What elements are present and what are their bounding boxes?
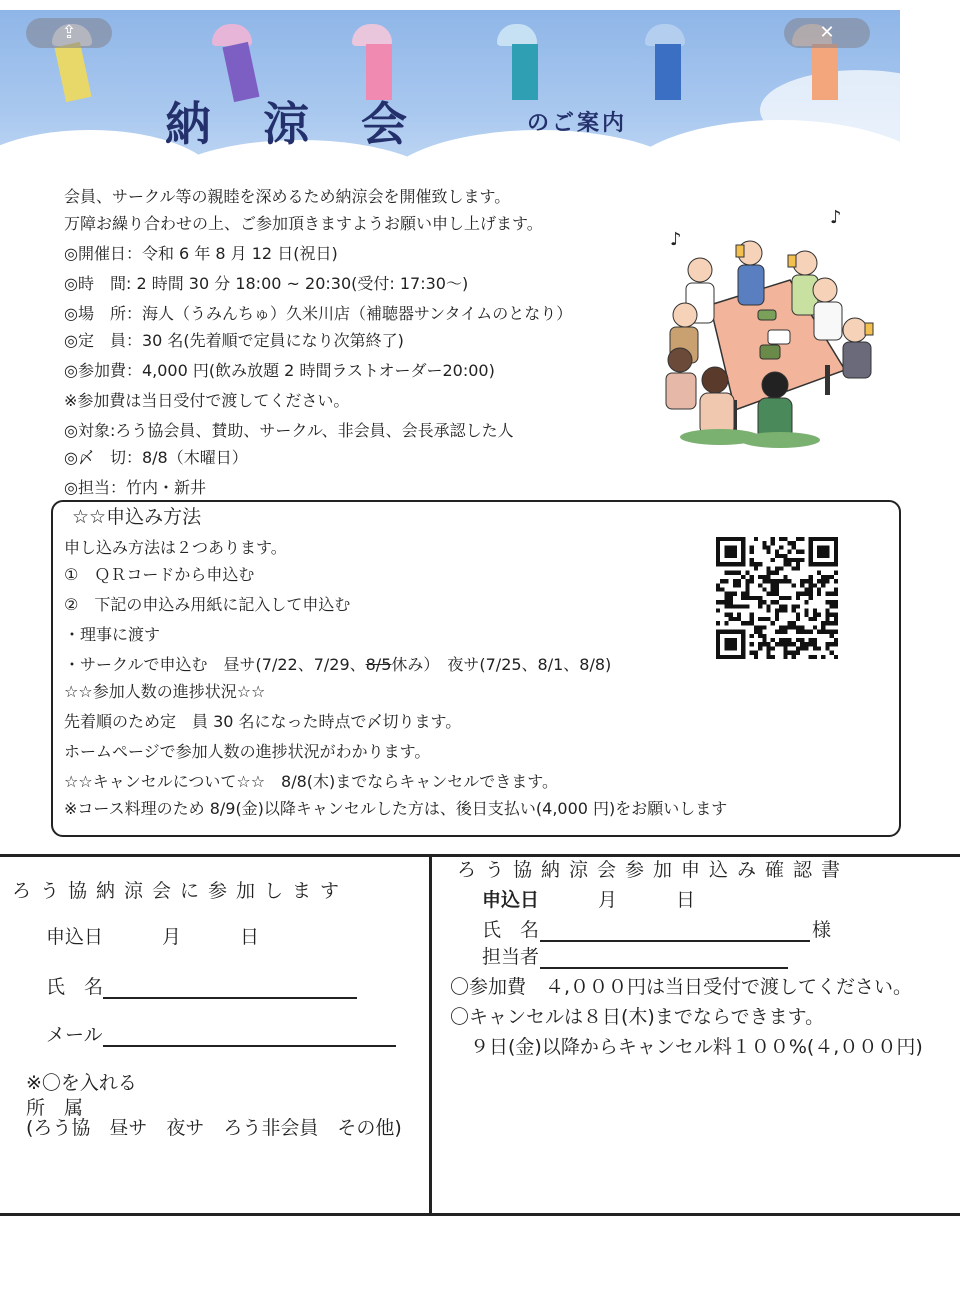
form-left-name-label: 氏 名 bbox=[46, 976, 104, 998]
method-paper-form: ② 下記の申込み用紙に記入して申込む bbox=[64, 595, 351, 614]
close-icon: ✕ bbox=[819, 22, 835, 43]
svg-text:♪: ♪ bbox=[670, 229, 682, 250]
form-right-day-label: 日 bbox=[676, 889, 696, 911]
staff-input-line[interactable] bbox=[540, 967, 788, 969]
form-left-month-label: 月 bbox=[162, 926, 182, 948]
how-to-apply-heading: ☆☆申込み方法 bbox=[72, 506, 202, 528]
cancel-line: ☆☆キャンセルについて☆☆ 8/8(木)までならキャンセルできます。 bbox=[64, 772, 559, 791]
form-right-cancel-line: 〇キャンセルは８日(木)までならできます。 bbox=[450, 1006, 825, 1028]
detail-date: ◎開催日：令和 6 年 8 月 12 日(祝日) bbox=[64, 244, 338, 263]
form-right-date-label: 申込日 bbox=[482, 889, 540, 911]
intro-line-1: 会員、サークル等の親睦を深めるため納涼会を開催致します。 bbox=[64, 187, 511, 206]
detail-staff: ◎担当：竹内・新井 bbox=[64, 478, 206, 497]
page-title: 納 涼 会 bbox=[165, 97, 426, 151]
detail-target: ◎対象:ろう協会員、賛助、サークル、非会員、会長承認した人 bbox=[64, 421, 514, 440]
form-right-title: ろう協納涼会参加申込み確認書 bbox=[457, 859, 850, 881]
detail-fee-note: ※参加費は当日受付で渡してください。 bbox=[64, 391, 350, 410]
detail-fee: ◎参加費：4,000 円(飲み放題 2 時間ラストオーダー20:00) bbox=[64, 361, 495, 380]
svg-text:♪: ♪ bbox=[830, 207, 842, 228]
cancel-note: ※コース料理のため 8/9(金)以降キャンセルした方は、後日支払い(4,000 円)をお願いします bbox=[64, 799, 728, 818]
form-left-affil-options: (ろう協 昼サ 夜サ ろう非会員 その他) bbox=[26, 1117, 402, 1139]
form-top-border bbox=[0, 854, 960, 857]
party-illustration bbox=[640, 195, 900, 450]
form-left-title: ろう協納涼会に参加します bbox=[12, 880, 349, 902]
form-left-date-label: 申込日 bbox=[46, 926, 104, 948]
progress-heading: ☆☆参加人数の進捗状況☆☆ bbox=[64, 682, 266, 701]
share-icon: ⇪ bbox=[61, 22, 77, 43]
close-button[interactable] bbox=[784, 18, 870, 48]
intro-line-2: 万障お繰り合わせの上、ご参加頂きますようお願い申し上げます。 bbox=[64, 214, 543, 233]
form-right-month-label: 月 bbox=[598, 889, 618, 911]
form-left-note: ※〇を入れる bbox=[26, 1072, 137, 1094]
right-name-input-line[interactable] bbox=[540, 940, 810, 942]
progress-line-1: 先着順のため定 員 30 名になった時点で〆切ります。 bbox=[64, 712, 462, 731]
how-to-apply-intro: 申し込み方法は２つあります。 bbox=[64, 538, 287, 557]
method-qr: ① ＱＲコードから申込む bbox=[64, 565, 255, 584]
share-button[interactable] bbox=[26, 18, 112, 48]
header-banner bbox=[0, 10, 900, 180]
detail-place: ◎場 所：海人（うみんちゅ）久米川店（補聴器サンタイムのとなり） bbox=[64, 304, 573, 323]
progress-line-2: ホームページで参加人数の進捗状況がわかります。 bbox=[64, 742, 431, 761]
form-right-name-label: 氏 名 bbox=[482, 919, 540, 941]
bullet-circle: ・サークルで申込む 昼サ(7/22、7/29、8/5休み） 夜サ(7/25、8/1、8/8) bbox=[64, 655, 612, 674]
detail-time: ◎時 間: 2 時間 30 分 18:00 ~ 20:30(受付: 17:30〜) bbox=[64, 274, 469, 293]
form-right-cancel-fee-line: ９日(金)以降からキャンセル料１００%(４,０００円) bbox=[470, 1036, 923, 1058]
qr-code[interactable] bbox=[716, 537, 838, 659]
name-input-line[interactable] bbox=[103, 997, 357, 999]
form-left-mail-label: メール bbox=[46, 1024, 103, 1046]
detail-deadline: ◎〆 切：8/8（木曜日） bbox=[64, 448, 248, 467]
form-divider bbox=[429, 854, 432, 1216]
page-subtitle: のご案内 bbox=[527, 110, 628, 136]
form-right-sama: 様 bbox=[812, 919, 832, 941]
bullet-give-director: ・理事に渡す bbox=[64, 625, 161, 644]
form-right-fee-line: 〇参加費 ４,０００円は当日受付で渡してください。 bbox=[450, 976, 913, 998]
cancelled-date: 8/5 bbox=[365, 655, 392, 674]
detail-capacity: ◎定 員：30 名(先着順で定員になり次第終了) bbox=[64, 331, 404, 350]
form-left-affil-label: 所 属 bbox=[26, 1097, 84, 1119]
form-left-day-label: 日 bbox=[240, 926, 260, 948]
form-right-staff-label: 担当者 bbox=[482, 946, 540, 968]
mail-input-line[interactable] bbox=[103, 1045, 396, 1047]
form-bottom-border bbox=[0, 1213, 960, 1216]
